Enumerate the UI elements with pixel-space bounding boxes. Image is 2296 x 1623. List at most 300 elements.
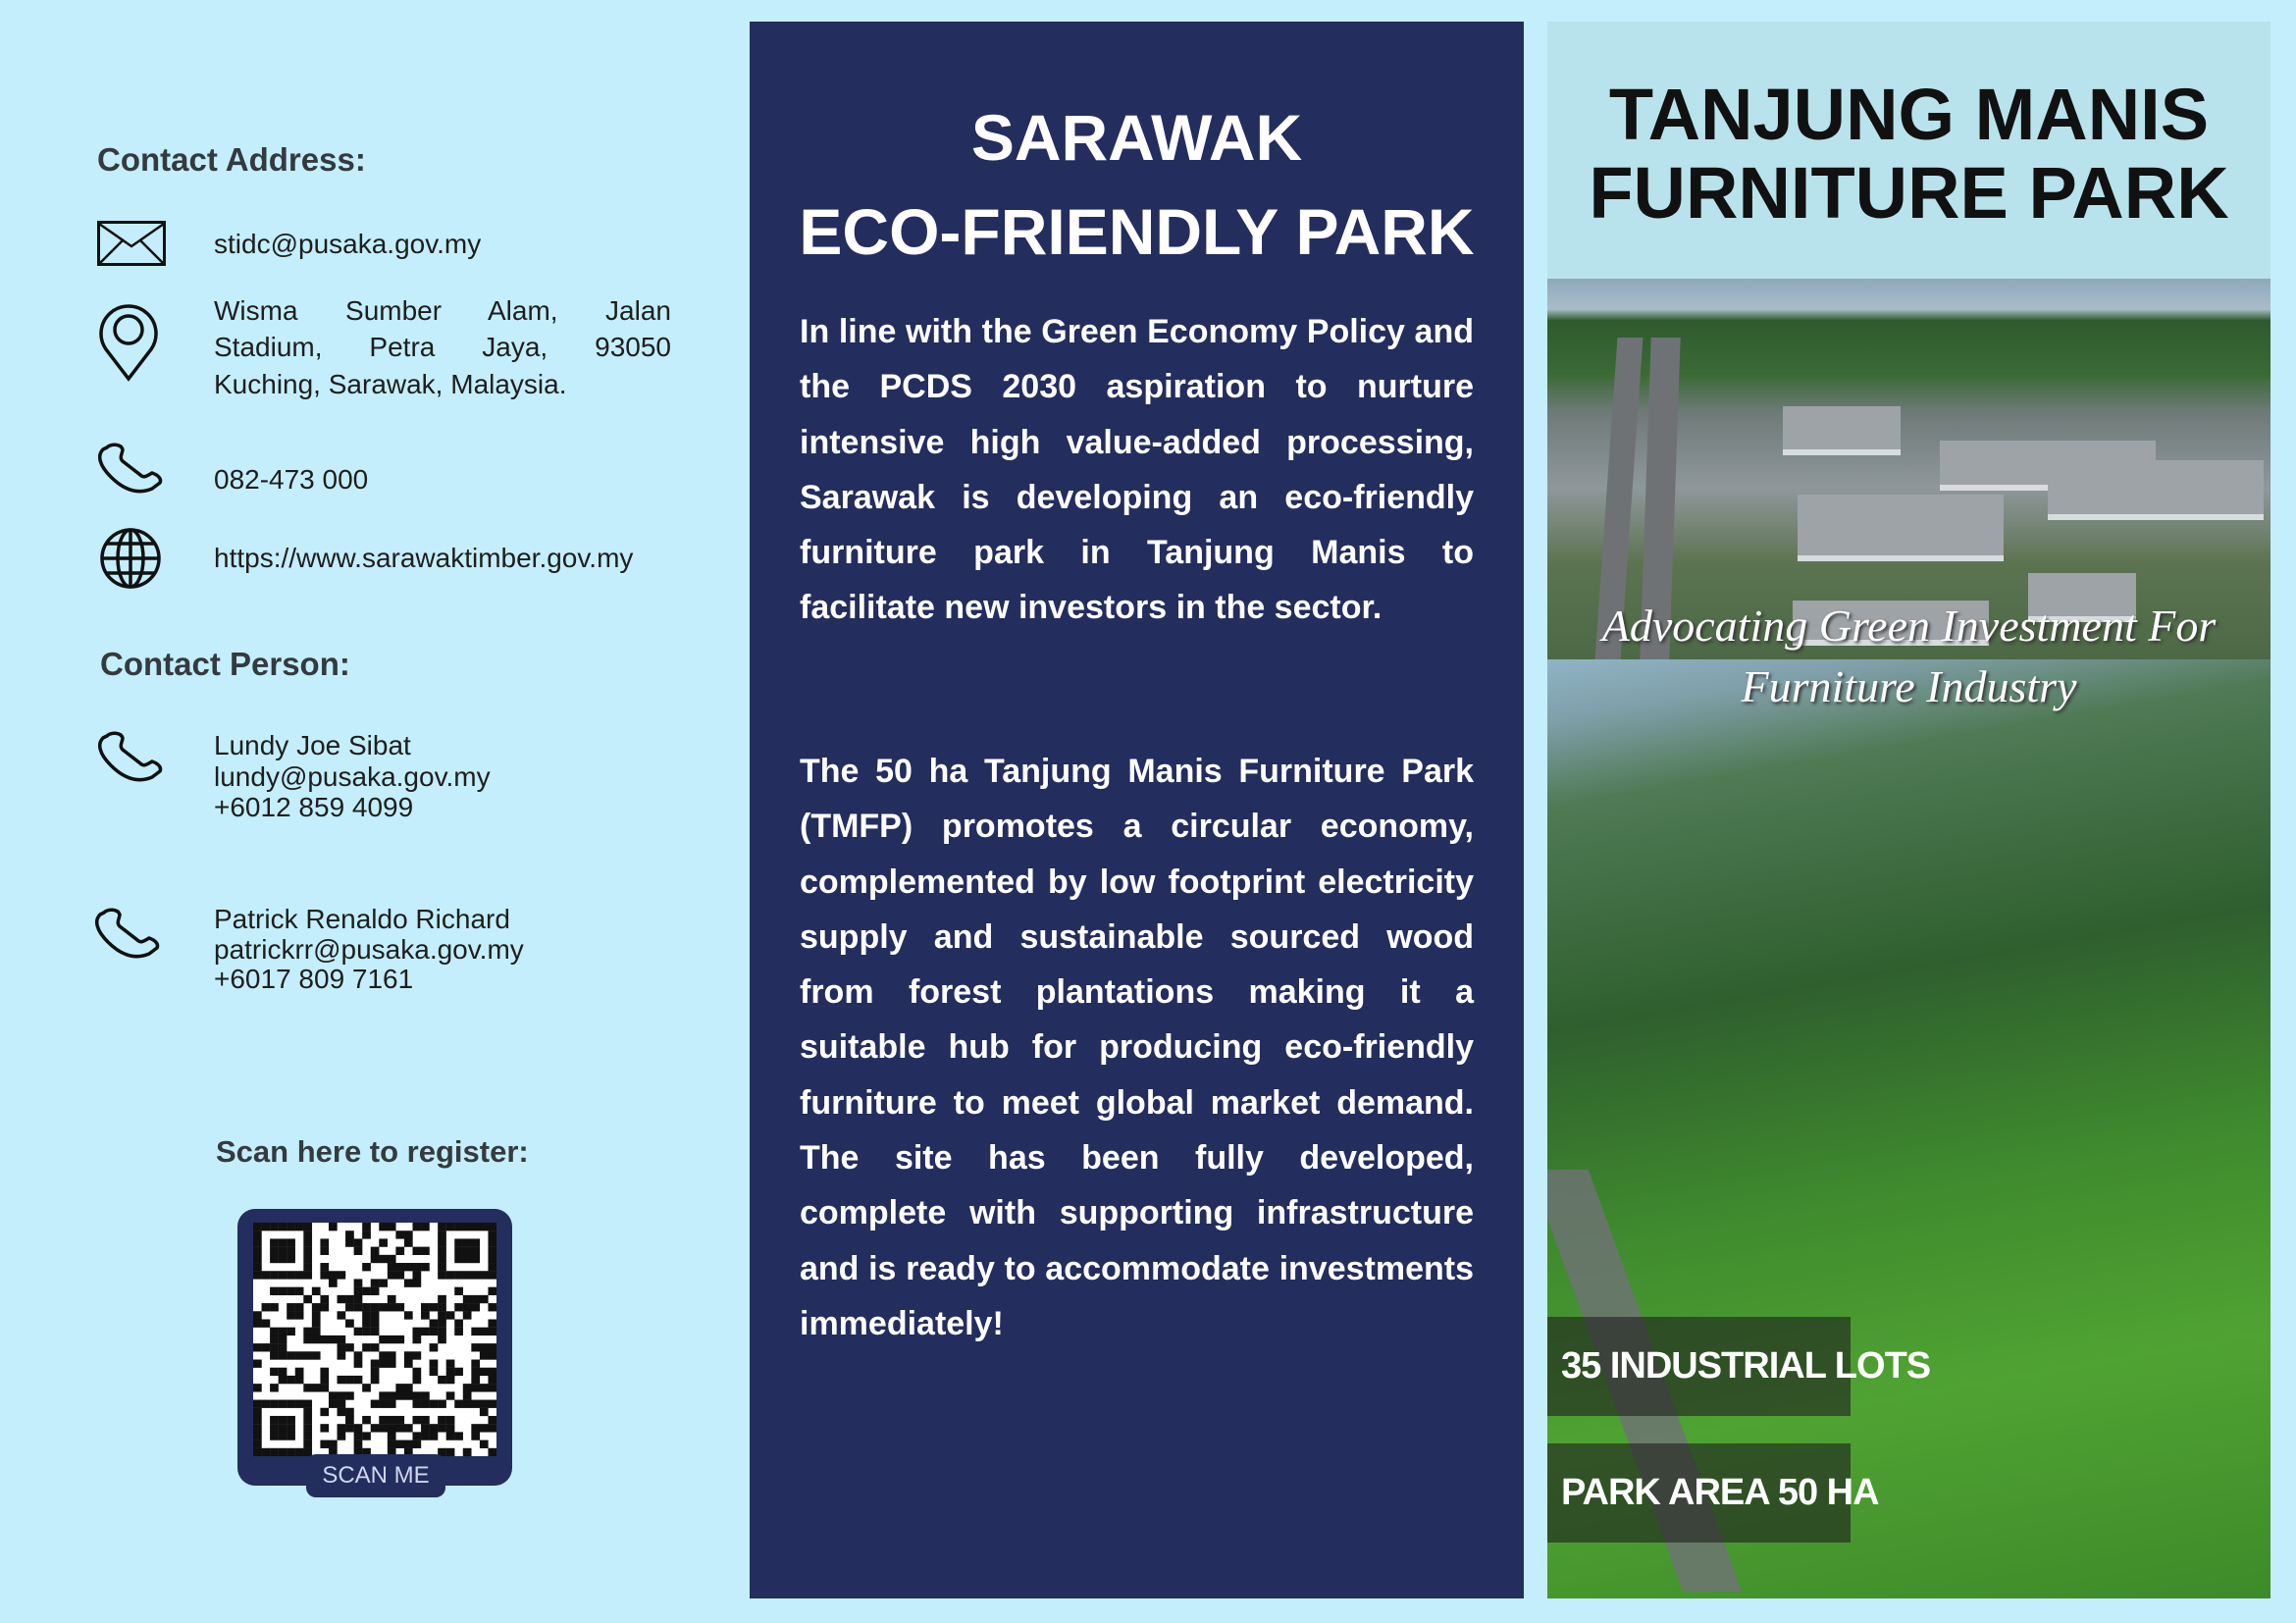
qr-module xyxy=(471,1238,480,1246)
qr-module xyxy=(412,1271,421,1279)
qr-module xyxy=(354,1360,363,1368)
qr-module xyxy=(362,1328,371,1335)
qr-module xyxy=(471,1271,480,1279)
qr-module xyxy=(412,1263,421,1271)
qr-module xyxy=(463,1247,472,1255)
qr-module xyxy=(430,1319,439,1327)
qr-module xyxy=(371,1368,380,1376)
qr-module xyxy=(279,1255,287,1263)
contact-email[interactable]: stidc@pusaka.gov.my xyxy=(214,229,482,259)
qr-module xyxy=(463,1271,472,1279)
qr-module xyxy=(270,1368,279,1376)
qr-module xyxy=(379,1335,388,1343)
qr-module xyxy=(421,1223,430,1230)
qr-module xyxy=(362,1263,371,1271)
qr-module xyxy=(388,1271,396,1279)
qr-module xyxy=(371,1319,380,1327)
qr-module xyxy=(345,1416,354,1424)
qr-module xyxy=(371,1424,380,1432)
qr-module xyxy=(446,1448,455,1456)
qr-module xyxy=(379,1400,388,1408)
qr-module xyxy=(421,1424,430,1432)
qr-module xyxy=(287,1223,295,1230)
qr-module xyxy=(253,1424,262,1432)
qr-module xyxy=(295,1287,304,1295)
qr-module xyxy=(454,1238,463,1246)
qr-module xyxy=(421,1416,430,1424)
qr-module xyxy=(312,1319,321,1327)
qr-module xyxy=(354,1351,363,1359)
phone-icon xyxy=(97,436,166,504)
qr-module xyxy=(421,1263,430,1271)
furniture-park-title-line1: TANJUNG MANIS xyxy=(1608,74,2210,155)
qr-module xyxy=(303,1271,312,1279)
qr-module xyxy=(471,1247,480,1255)
qr-module xyxy=(480,1351,489,1359)
qr-module xyxy=(412,1223,421,1230)
phone-icon xyxy=(94,901,163,969)
qr-module xyxy=(438,1424,446,1432)
qr-module xyxy=(371,1311,380,1319)
qr-module xyxy=(446,1416,455,1424)
qr-module xyxy=(312,1328,321,1335)
person-1-phone[interactable]: +6012 859 4099 xyxy=(214,792,414,822)
qr-module xyxy=(395,1271,404,1279)
person-2-email[interactable]: patrickrr@pusaka.gov.my xyxy=(214,934,524,965)
qr-module xyxy=(303,1263,312,1271)
qr-module xyxy=(379,1360,388,1368)
qr-module xyxy=(488,1384,496,1391)
qr-module xyxy=(404,1440,413,1448)
qr-module xyxy=(404,1230,413,1238)
qr-module xyxy=(262,1400,271,1408)
contact-person-heading: Contact Person: xyxy=(100,646,350,682)
qr-module xyxy=(471,1295,480,1303)
qr-module xyxy=(312,1311,321,1319)
qr-module xyxy=(345,1408,354,1416)
qr-module xyxy=(480,1400,489,1408)
qr-module xyxy=(454,1247,463,1255)
eco-park-title-line1: SARAWAK xyxy=(970,101,1303,174)
qr-module xyxy=(438,1295,446,1303)
qr-module xyxy=(379,1223,388,1230)
qr-module xyxy=(345,1391,354,1399)
eco-park-paragraph-2: The 50 ha Tanjung Manis Furniture Park (TMFP) promotes a circular economy, complemented by low footprint electricity supply and sustainable sourced wood from forest plantations making it a suitable hub for producing eco-friendly furniture to meet global market demand. The site has been fully developed, complete with supporting infrastructure and is ready to accommodate investments immediately! xyxy=(800,753,1474,1342)
qr-module xyxy=(279,1400,287,1408)
qr-module xyxy=(488,1238,496,1246)
qr-module xyxy=(438,1319,446,1327)
qr-module xyxy=(329,1391,338,1399)
qr-module xyxy=(404,1360,413,1368)
qr-module xyxy=(354,1238,363,1246)
qr-module xyxy=(279,1247,287,1255)
qr-module xyxy=(388,1295,396,1303)
qr-module xyxy=(312,1351,321,1359)
qr-module xyxy=(279,1424,287,1432)
qr-module xyxy=(395,1416,404,1424)
qr-module xyxy=(430,1360,439,1368)
qr-module xyxy=(463,1391,472,1399)
qr-module xyxy=(438,1328,446,1335)
qr-module xyxy=(295,1303,304,1311)
qr-module xyxy=(279,1416,287,1424)
qr-module xyxy=(488,1416,496,1424)
qr-module xyxy=(371,1376,380,1384)
qr-module xyxy=(303,1408,312,1416)
qr-module xyxy=(320,1303,329,1311)
qr-module xyxy=(270,1335,279,1343)
qr-module xyxy=(270,1247,279,1255)
qr-module xyxy=(471,1328,480,1335)
qr-module xyxy=(303,1328,312,1335)
qr-module xyxy=(463,1448,472,1456)
qr-module xyxy=(471,1432,480,1440)
qr-module xyxy=(279,1432,287,1440)
qr-module xyxy=(371,1400,380,1408)
qr-module xyxy=(412,1440,421,1448)
qr-module xyxy=(454,1271,463,1279)
qr-module xyxy=(371,1279,380,1286)
qr-module xyxy=(354,1247,363,1255)
qr-module xyxy=(295,1311,304,1319)
qr-module xyxy=(371,1360,380,1368)
qr-module xyxy=(279,1238,287,1246)
qr-module xyxy=(480,1328,489,1335)
qr-module xyxy=(488,1263,496,1271)
qr-module xyxy=(354,1279,363,1286)
qr-module xyxy=(412,1432,421,1440)
qr-module xyxy=(454,1303,463,1311)
qr-module xyxy=(463,1295,472,1303)
qr-module xyxy=(320,1384,329,1391)
qr-module xyxy=(295,1448,304,1456)
qr-module xyxy=(295,1223,304,1230)
qr-module xyxy=(270,1303,279,1311)
qr-module xyxy=(412,1351,421,1359)
qr-module xyxy=(279,1351,287,1359)
qr-module xyxy=(287,1351,295,1359)
qr-module xyxy=(270,1416,279,1424)
globe-icon xyxy=(99,527,162,590)
qr-module xyxy=(421,1391,430,1399)
qr-code[interactable] xyxy=(237,1209,512,1489)
qr-module xyxy=(287,1416,295,1424)
qr-module xyxy=(329,1279,338,1286)
qr-module xyxy=(446,1223,455,1230)
qr-module xyxy=(404,1263,413,1271)
person-2-phone[interactable]: +6017 809 7161 xyxy=(214,964,414,994)
qr-module xyxy=(454,1319,463,1327)
contact-address-heading: Contact Address: xyxy=(97,141,366,178)
qr-module xyxy=(412,1335,421,1343)
qr-module xyxy=(270,1448,279,1456)
qr-module xyxy=(446,1376,455,1384)
tagline-line2: Furniture Industry xyxy=(1741,661,2077,711)
qr-module xyxy=(379,1279,388,1286)
qr-module xyxy=(354,1287,363,1295)
qr-module xyxy=(438,1416,446,1424)
qr-module xyxy=(303,1440,312,1448)
qr-module xyxy=(287,1255,295,1263)
qr-module xyxy=(438,1230,446,1238)
qr-module xyxy=(320,1368,329,1376)
qr-module xyxy=(354,1424,363,1432)
qr-module xyxy=(253,1255,262,1263)
qr-module xyxy=(430,1368,439,1376)
qr-module xyxy=(270,1424,279,1432)
qr-module xyxy=(253,1230,262,1238)
qr-module xyxy=(404,1424,413,1432)
qr-module xyxy=(488,1400,496,1408)
qr-module xyxy=(279,1376,287,1384)
qr-module xyxy=(303,1295,312,1303)
qr-module xyxy=(338,1335,346,1343)
qr-module xyxy=(253,1223,262,1230)
qr-module xyxy=(488,1255,496,1263)
qr-module xyxy=(262,1223,271,1230)
qr-module xyxy=(338,1271,346,1279)
qr-module xyxy=(362,1287,371,1295)
qr-module xyxy=(395,1230,404,1238)
qr-module xyxy=(253,1416,262,1424)
qr-module xyxy=(303,1238,312,1246)
qr-module xyxy=(412,1247,421,1255)
qr-module xyxy=(253,1448,262,1456)
qr-module xyxy=(345,1230,354,1238)
qr-module xyxy=(287,1247,295,1255)
qr-module xyxy=(253,1400,262,1408)
qr-code-matrix xyxy=(253,1223,496,1456)
qr-module xyxy=(388,1351,396,1359)
qr-module xyxy=(303,1432,312,1440)
qr-module xyxy=(388,1391,396,1399)
qr-module xyxy=(388,1303,396,1311)
qr-module xyxy=(303,1230,312,1238)
qr-module xyxy=(404,1384,413,1391)
qr-module xyxy=(279,1448,287,1456)
qr-module xyxy=(345,1303,354,1311)
qr-module xyxy=(395,1247,404,1255)
qr-module xyxy=(371,1303,380,1311)
qr-module xyxy=(279,1271,287,1279)
qr-module xyxy=(480,1440,489,1448)
qr-module xyxy=(388,1335,396,1343)
qr-module xyxy=(354,1328,363,1335)
qr-module xyxy=(463,1384,472,1391)
qr-module xyxy=(253,1408,262,1416)
qr-module xyxy=(438,1263,446,1271)
qr-module xyxy=(303,1416,312,1424)
qr-module xyxy=(270,1343,279,1351)
qr-module xyxy=(480,1384,489,1391)
qr-module xyxy=(303,1335,312,1343)
qr-module xyxy=(454,1223,463,1230)
qr-module xyxy=(338,1343,346,1351)
qr-module xyxy=(312,1303,321,1311)
qr-module xyxy=(379,1424,388,1432)
qr-module xyxy=(463,1238,472,1246)
qr-module xyxy=(446,1368,455,1376)
qr-module xyxy=(438,1400,446,1408)
qr-module xyxy=(287,1238,295,1246)
qr-module xyxy=(446,1271,455,1279)
qr-module xyxy=(471,1343,480,1351)
qr-module xyxy=(430,1303,439,1311)
qr-module xyxy=(471,1376,480,1384)
qr-module xyxy=(488,1376,496,1384)
qr-module xyxy=(262,1343,271,1351)
qr-module xyxy=(371,1255,380,1263)
qr-module xyxy=(312,1384,321,1391)
qr-module xyxy=(362,1303,371,1311)
tagline-line1: Advocating Green Investment For xyxy=(1601,601,2217,651)
phone-icon xyxy=(97,724,166,793)
qr-module xyxy=(480,1343,489,1351)
qr-module xyxy=(295,1376,304,1384)
qr-module xyxy=(303,1424,312,1432)
park-area-badge: PARK AREA 50 HA xyxy=(1547,1443,1851,1543)
qr-module xyxy=(480,1424,489,1432)
qr-module xyxy=(404,1391,413,1399)
qr-module xyxy=(345,1319,354,1327)
qr-module xyxy=(379,1351,388,1359)
qr-module xyxy=(404,1279,413,1286)
qr-module xyxy=(253,1271,262,1279)
qr-module xyxy=(471,1424,480,1432)
qr-module xyxy=(438,1271,446,1279)
qr-module xyxy=(345,1238,354,1246)
qr-module xyxy=(488,1303,496,1311)
qr-module xyxy=(253,1360,262,1368)
qr-module xyxy=(295,1368,304,1376)
qr-module xyxy=(262,1303,271,1311)
qr-module xyxy=(287,1400,295,1408)
qr-module xyxy=(329,1440,338,1448)
qr-module xyxy=(395,1263,404,1271)
eco-park-title-line2: ECO-FRIENDLY PARK xyxy=(799,195,1475,268)
qr-module xyxy=(412,1368,421,1376)
qr-module xyxy=(287,1287,295,1295)
address-line-2: Stadium, Petra Jaya, 93050 xyxy=(214,332,671,362)
qr-module xyxy=(338,1424,346,1432)
qr-module xyxy=(253,1238,262,1246)
eco-park-paragraph-1: In line with the Green Economy Policy and the PCDS 2030 aspiration to nurture intensive high value-added processing, Sarawak is developing an eco-friendly furniture park in Tanjung Manis to facilitate new investors in the sector. xyxy=(800,313,1474,627)
qr-module xyxy=(362,1319,371,1327)
qr-module xyxy=(421,1328,430,1335)
qr-module xyxy=(329,1223,338,1230)
qr-module xyxy=(253,1343,262,1351)
qr-module xyxy=(338,1311,346,1319)
qr-module xyxy=(303,1351,312,1359)
qr-module xyxy=(270,1351,279,1359)
person-1-name: Lundy Joe Sibat xyxy=(214,730,411,760)
qr-module xyxy=(295,1271,304,1279)
qr-module xyxy=(421,1247,430,1255)
qr-module xyxy=(471,1360,480,1368)
qr-module xyxy=(379,1416,388,1424)
qr-module xyxy=(421,1303,430,1311)
qr-module xyxy=(480,1271,489,1279)
qr-module xyxy=(270,1384,279,1391)
qr-module xyxy=(412,1279,421,1286)
person-1-email[interactable]: lundy@pusaka.gov.my xyxy=(214,761,491,792)
qr-module xyxy=(421,1432,430,1440)
qr-module xyxy=(338,1351,346,1359)
qr-module xyxy=(463,1223,472,1230)
address-line-3: Kuching, Sarawak, Malaysia. xyxy=(214,369,567,399)
qr-module xyxy=(430,1328,439,1335)
qr-module xyxy=(320,1424,329,1432)
tagline xyxy=(1547,596,2270,717)
qr-module xyxy=(345,1424,354,1432)
qr-module xyxy=(287,1271,295,1279)
qr-module xyxy=(438,1376,446,1384)
qr-module xyxy=(270,1238,279,1246)
contact-phone[interactable]: 082-473 000 xyxy=(214,464,369,495)
qr-module xyxy=(438,1223,446,1230)
qr-module xyxy=(338,1432,346,1440)
qr-module xyxy=(379,1238,388,1246)
qr-module xyxy=(253,1440,262,1448)
qr-module xyxy=(446,1311,455,1319)
qr-module xyxy=(488,1247,496,1255)
contact-website[interactable]: https://www.sarawaktimber.gov.my xyxy=(214,543,634,573)
qr-module xyxy=(388,1400,396,1408)
qr-module xyxy=(454,1400,463,1408)
qr-module xyxy=(320,1376,329,1384)
qr-module xyxy=(320,1263,329,1271)
eco-park-panel xyxy=(750,22,1524,1598)
qr-module xyxy=(354,1432,363,1440)
qr-module xyxy=(404,1311,413,1319)
qr-module xyxy=(430,1400,439,1408)
qr-module xyxy=(438,1303,446,1311)
qr-module xyxy=(412,1376,421,1384)
qr-module xyxy=(488,1343,496,1351)
qr-module xyxy=(438,1255,446,1263)
qr-module xyxy=(395,1384,404,1391)
qr-module xyxy=(287,1448,295,1456)
qr-module xyxy=(279,1287,287,1295)
qr-module xyxy=(379,1391,388,1399)
qr-module xyxy=(279,1335,287,1343)
qr-module xyxy=(395,1335,404,1343)
qr-module xyxy=(312,1287,321,1295)
qr-module xyxy=(354,1295,363,1303)
qr-module xyxy=(438,1247,446,1255)
qr-module xyxy=(329,1335,338,1343)
qr-module xyxy=(430,1343,439,1351)
qr-module xyxy=(488,1223,496,1230)
qr-module xyxy=(303,1400,312,1408)
qr-module xyxy=(412,1328,421,1335)
qr-module xyxy=(287,1432,295,1440)
qr-module xyxy=(446,1424,455,1432)
qr-module xyxy=(253,1432,262,1440)
qr-module xyxy=(404,1238,413,1246)
qr-module xyxy=(438,1238,446,1246)
qr-module xyxy=(320,1238,329,1246)
qr-module xyxy=(270,1223,279,1230)
qr-module xyxy=(488,1351,496,1359)
register-label: Scan here to register: xyxy=(216,1134,529,1169)
qr-module xyxy=(287,1303,295,1311)
qr-module xyxy=(362,1432,371,1440)
qr-module xyxy=(379,1255,388,1263)
qr-module xyxy=(338,1376,346,1384)
qr-module xyxy=(303,1247,312,1255)
qr-module xyxy=(345,1295,354,1303)
